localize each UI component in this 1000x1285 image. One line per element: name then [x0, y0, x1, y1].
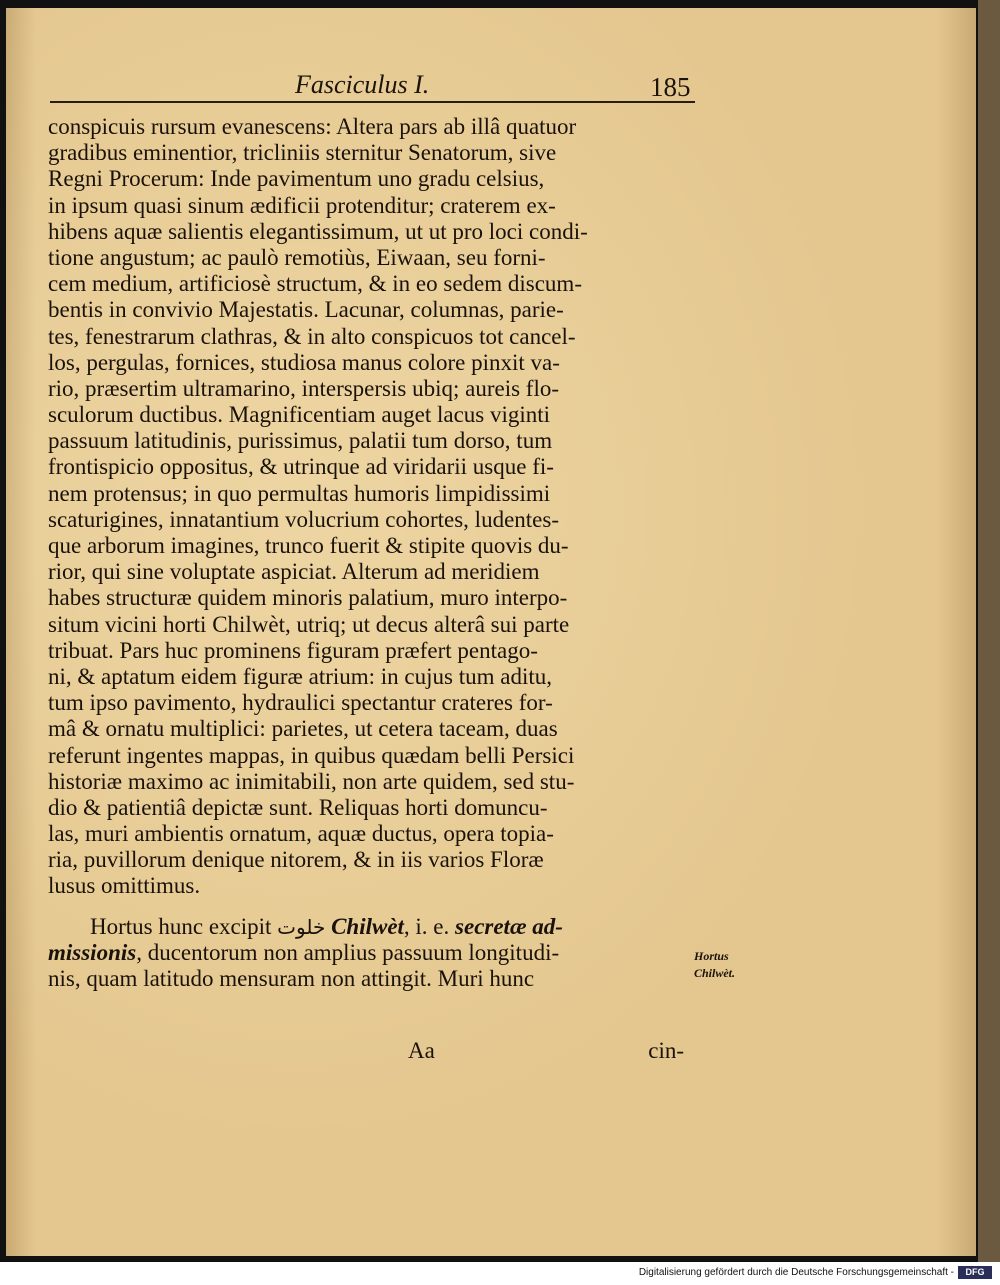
text-line: dio & patientiâ depictæ sunt. Reliquas horti domuncu- — [48, 794, 548, 820]
text-line: sculorum ductibus. Magnificentiam auget lacus viginti — [48, 402, 551, 428]
paragraph2-line1 — [48, 914, 708, 940]
italic-term: missionis — [48, 939, 137, 965]
marginal-note-line: Chilwèt. — [694, 966, 736, 980]
text-line: habes structuræ quidem minoris palatium, muro interpo- — [48, 585, 568, 611]
text-line: hibens aquæ salientis elegantissimum, ut ut pro loci condi- — [48, 218, 588, 244]
text-line: passuum latitudinis, purissimus, palatii tum dorso, tum — [48, 428, 553, 454]
arabic-word: خلوت — [277, 914, 326, 939]
text-line: ria, puvillorum denique nitorem, & in iis varios Floræ — [48, 847, 544, 873]
text-line: historiæ maximo ac inimitabili, non arte quidem, sed stu- — [48, 768, 575, 794]
dfg-logo: DFG — [958, 1266, 992, 1279]
text-line: rior, qui sine voluptate aspiciat. Alterum ad meridiem — [48, 559, 540, 585]
text-line: conspicuis rursum evanescens: Altera pars ab illâ quatuor — [48, 114, 577, 139]
italic-term: secretæ ad- — [455, 913, 563, 939]
page-edge-strip — [978, 0, 1000, 1262]
paragraph-gap — [48, 900, 708, 914]
marginal-note-line: Hortus — [694, 949, 729, 963]
text-line: tribuat. Pars huc prominens figuram præfert pentago- — [48, 637, 538, 663]
running-head-title: Fasciculus I. — [295, 70, 430, 99]
running-head — [40, 70, 700, 100]
page-footer-marks — [48, 1038, 688, 1068]
funding-credit: Digitalisierung gefördert durch die Deutsche Forschungsgemeinschaft - — [638, 1267, 954, 1278]
text-line: nem protensus; in quo permultas humoris limpidissimi — [48, 480, 551, 506]
digitization-footer — [0, 1262, 1000, 1285]
paragraph2-text: , ducentorum non amplius passuum longitudi- — [136, 939, 560, 965]
text-line: los, pergulas, fornices, studiosa manus colore pinxit va- — [48, 349, 560, 375]
text-line: situm vicini horti Chilwèt, utriq; ut decus alterâ sui parte — [48, 611, 570, 637]
head-rule — [50, 101, 695, 103]
text-line: referunt ingentes mappas, in quibus quædam belli Persici — [48, 742, 575, 768]
text-line: cem medium, artificiosè structum, & in eo sedem discum- — [48, 271, 582, 297]
text-line: frontispicio oppositus, & utrinque ad viridarii usque fi- — [48, 454, 554, 480]
text-line: gradibus eminentior, tricliniis sternitur Senatorum, sive — [48, 140, 557, 166]
page-number: 185 — [650, 72, 691, 102]
text-line: Regni Procerum: Inde pavimentum uno gradu celsius, — [48, 166, 545, 192]
text-line: tes, fenestrarum clathras, & in alto conspicuos tot cancel- — [48, 323, 576, 349]
text-line: las, muri ambientis ornatum, aquæ ductus, opera topia- — [48, 821, 554, 847]
marginal-note — [694, 948, 784, 982]
paragraph2-text: Hortus hunc excipit — [90, 913, 278, 939]
text-line: que arborum imagines, trunco fuerit & stipite quovis du- — [48, 533, 569, 558]
catchword: cin- — [648, 1038, 684, 1063]
text-line: bentis in convivio Majestatis. Lacunar, columnas, parie- — [48, 297, 564, 323]
body-text — [48, 114, 708, 992]
paragraph2-line3: nis, quam latitudo mensuram non attingit. Muri hunc — [48, 966, 535, 991]
text-line: tum ipso pavimento, hydraulici spectantur crateres for- — [48, 690, 553, 716]
italic-term: Chilwèt — [331, 913, 404, 939]
text-line: ni, & aptatum eidem figuræ atrium: in cujus tum aditu, — [48, 663, 553, 689]
text-line: tione angustum; ac paulò remotiùs, Eiwaan, seu forni- — [48, 244, 546, 270]
text-line: rio, præsertim ultramarino, interspersis ubiq; aureis flo- — [48, 375, 559, 401]
paragraph2-text: , i. e. — [403, 913, 456, 939]
paragraph2-line2 — [48, 940, 708, 966]
text-line: lusus omittimus. — [48, 873, 201, 899]
text-line: in ipsum quasi sinum ædificii protenditur; craterem ex- — [48, 192, 556, 218]
text-line: mâ & ornatu multiplici: parietes, ut cetera taceam, duas — [48, 716, 558, 742]
text-line: scaturigines, innatantium volucrium cohortes, ludentes- — [48, 506, 559, 532]
signature-mark: Aa — [408, 1038, 435, 1063]
